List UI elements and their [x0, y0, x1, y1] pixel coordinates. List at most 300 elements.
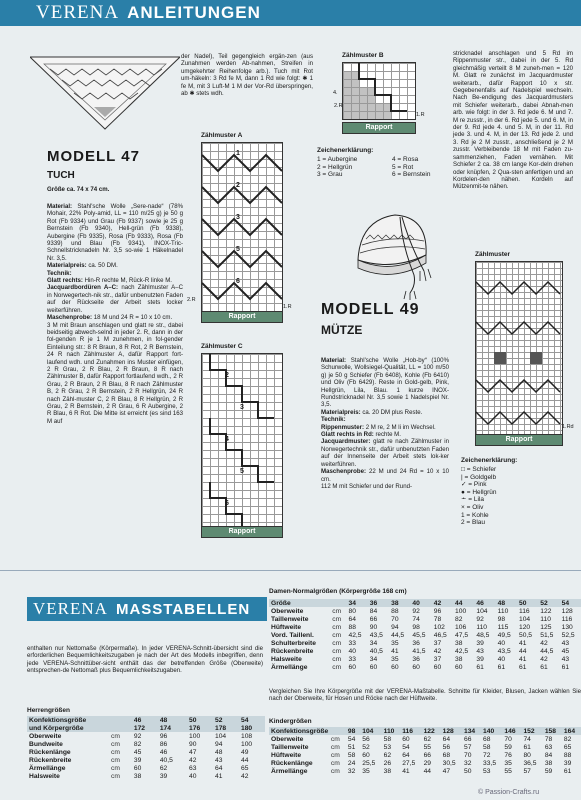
- key-item: 6 = Bernstein: [392, 171, 431, 179]
- key-item: 1 = Kohle: [461, 511, 489, 519]
- table-cell: 47,5: [455, 631, 469, 639]
- table-cell: 61: [518, 663, 527, 671]
- table-cell: 29: [423, 759, 432, 767]
- unit-cell: cm: [111, 732, 120, 740]
- table-cell: 84: [369, 607, 378, 615]
- table-cell: 60: [369, 663, 378, 671]
- key-item: ● = Hellgrün: [461, 488, 497, 496]
- table-cell: 84: [544, 751, 553, 759]
- row-label: Ärmellänge: [29, 764, 66, 772]
- table-cell: 104: [518, 615, 531, 623]
- table-header-cell: 46: [474, 599, 495, 607]
- table-cell: 130: [561, 623, 573, 631]
- table-cell: 26: [383, 759, 392, 767]
- row-label: Oberweite: [271, 735, 304, 743]
- table-cell: 110: [540, 615, 551, 623]
- table-row: [269, 647, 581, 655]
- table-cell: 66: [369, 615, 378, 623]
- table-cell: 42: [189, 756, 197, 764]
- table-row: [269, 663, 581, 671]
- row-label: Hüftweite: [271, 751, 302, 759]
- table-cell: 53: [383, 743, 392, 751]
- table-cell: 68: [442, 751, 451, 759]
- table-cell: 49,5: [497, 631, 511, 639]
- table-cell: 42,5: [348, 631, 362, 639]
- chart-a-row-label: 1.R: [283, 304, 292, 310]
- table-cell: 61: [523, 743, 531, 751]
- table-cell: 42,5: [455, 647, 469, 655]
- table-cell: 53: [483, 767, 491, 775]
- table-cell: 49: [240, 748, 249, 756]
- unit-cell: cm: [111, 764, 120, 772]
- table-cell: 98: [497, 615, 506, 623]
- key-item: 1 = Aubergine: [317, 156, 358, 163]
- table-row: [269, 639, 581, 647]
- table-cell: 41: [518, 655, 527, 663]
- table-cell: 96: [433, 607, 442, 615]
- table-cell: 45,5: [412, 631, 426, 639]
- table-cell: 54: [402, 743, 410, 751]
- table-header-cell: 176: [187, 724, 213, 732]
- table-cell: 40,5: [369, 647, 383, 655]
- table-cell: 125: [540, 623, 552, 631]
- key-item: 5 = Rot: [392, 163, 414, 171]
- table-cell: 39: [159, 772, 168, 780]
- table-cell: 104: [476, 607, 488, 615]
- table-cell: 58: [383, 735, 392, 743]
- table-cell: 48,5: [476, 631, 490, 639]
- table-cell: 128: [561, 607, 573, 615]
- unit-cell: cm: [332, 655, 342, 663]
- table-cell: 96: [159, 732, 168, 740]
- table-header-cell: 38: [389, 599, 410, 607]
- table-cell: 72: [483, 751, 491, 759]
- table-cell: 37: [433, 655, 442, 663]
- table-cell: 88: [348, 623, 356, 631]
- table-cell: 32: [463, 759, 472, 767]
- table-cell: 39: [133, 756, 142, 764]
- table-cell: 61: [540, 663, 548, 671]
- table-cell: 39: [476, 639, 484, 647]
- table-header-cell: 110: [382, 727, 401, 735]
- table-cell: 56: [442, 743, 451, 751]
- table-row: [269, 623, 581, 631]
- chart-c-number: 2: [225, 372, 229, 379]
- unit-cell: cm: [330, 735, 340, 743]
- table-cell: 38: [544, 759, 553, 767]
- table-cell: 74: [412, 615, 420, 623]
- table-cell: 33: [348, 655, 356, 663]
- table-cell: 116: [561, 615, 573, 623]
- table-cell: 62: [159, 764, 168, 772]
- table-cell: 38: [455, 655, 463, 663]
- table-cell: 58: [483, 743, 491, 751]
- table-cell: 35: [391, 655, 399, 663]
- table-cell: 62: [383, 751, 392, 759]
- herren-table: [27, 716, 265, 780]
- table-cell: 42: [240, 772, 249, 780]
- table-cell: 82: [455, 615, 463, 623]
- mass-banner: [27, 597, 267, 621]
- brand-logo: VERENA: [36, 2, 120, 23]
- table-cell: 92: [476, 615, 484, 623]
- table-cell: 110: [497, 607, 509, 615]
- table-header-cell: 174: [158, 724, 187, 732]
- table-cell: 70: [391, 615, 399, 623]
- unit-cell: cm: [111, 740, 120, 748]
- table-cell: 65: [563, 743, 572, 751]
- table-cell: 40,5: [159, 756, 173, 764]
- model-47-subtitle: TUCH: [47, 170, 75, 181]
- table-cell: 88: [563, 751, 572, 759]
- unit-cell: cm: [332, 607, 342, 615]
- chart-49-rapport: Rapport: [475, 434, 563, 446]
- table-cell: 35: [504, 759, 512, 767]
- row-label: Taillenweite: [271, 743, 309, 751]
- table-cell: 45: [561, 647, 570, 655]
- table-cell: 110: [476, 623, 488, 631]
- table-cell: 86: [159, 740, 168, 748]
- table-cell: 122: [540, 607, 552, 615]
- chart-c-number: 6: [225, 500, 229, 507]
- key-47-title: Zeichenerklärung:: [317, 147, 374, 154]
- table-cell: 43: [561, 655, 570, 663]
- table-header-cell: 54: [239, 716, 265, 724]
- table-cell: 44,5: [540, 647, 554, 655]
- table-cell: 39: [476, 655, 484, 663]
- table-cell: 61: [497, 663, 506, 671]
- shawl-illustration: [30, 55, 180, 130]
- unit-cell: cm: [332, 663, 342, 671]
- section-title: ANLEITUNGEN: [127, 3, 261, 22]
- table-header-cell: 104: [360, 727, 381, 735]
- table-cell: 68: [483, 735, 491, 743]
- table-cell: 90: [189, 740, 197, 748]
- key-item: | = Goldgelb: [461, 473, 497, 481]
- unit-cell: cm: [330, 743, 340, 751]
- table-cell: 90: [369, 623, 378, 631]
- table-cell: 43: [561, 639, 570, 647]
- table-cell: 37: [433, 639, 442, 647]
- table-cell: 64: [348, 615, 356, 623]
- chart-a-number: 2: [236, 182, 240, 189]
- section-divider: [0, 570, 581, 571]
- table-cell: 66: [423, 751, 432, 759]
- model-47-instructions: Material: Stahl'sche Wolle „Sere-nade“ (78% Mohair, 22% Poly-amid, LL = 110 m/25 g) je 50 g Rot (Fb 9334) und Grau (Fb 9337) sowie je 25 g Bernstein (Fb 9340), Hell-grün (Fb 9338), Aubergine (Fb 9335), Rosa (Fb 9333), Rosa (Fb 9339) und Blau (Fb 9341). INOX-Tric-Schnellstricknadeln Nr. 3,5 so-wie 1 Häkelnadel Nr. 3,5. Materialpreis: ca. 50 DM. Technik: Glatt rechts: Hin-R rechte M, Rück-R linke M. Jacquardbordüren A–C: nach Zählmuster A–C in Norwegertech-nik str., dafür unbenutzten Faden auf der Rückseite der Arbeit stets locker weiterführen. Maschenprobe: 18 M und 24 R = 10 x 10 cm. 3 M mit Braun anschlagen und glatt re str., dabei beidseitig abwech-selnd in jeder 2. R, dann in der fol-genden R je 1 M zunehmen, in fol-gender Einteilung str.: 8 R Braun, 8 R Rot, 2 R Bernstein, 24 R nach Zählmuster A, dafür Rapport fort-laufend wdh. und Zunahmen ins Muster einfügen, 2 R Grau, 2 R Blau, 2 R Braun, 8 R nach Zählmuster B, dafür Rapport fortlaufend wdh., 2 R Grau, 2 R Braun, 2 R Blau, 8 R nach Zählmuster B, 2 R Grau, 2 R Bernstein, 2 R Hellgrün, 24 R nach Zähl-muster C, 2 R Blau, 8 R Hellgrün, 2 R Grau, 2 R Bernstein, 2 R Grau, 6 R Aubergine, 2 R Blau, 6 R Rot. Die Mitte ist erreicht (es sind 163 M auf: [47, 203, 184, 425]
- table-header-cell: Größe: [269, 599, 346, 607]
- table-header-cell: und Körpergröße: [27, 724, 132, 732]
- mass-note: Vergleichen Sie Ihre Körpergröße mit der VERENA-Maßtabelle. Schnitte für Kleider, Blusen, Jacken wählen Sie nach der Oberweite, für Hosen und Röcke nach der Hüftweite.: [269, 688, 581, 703]
- chart-c-rapport: Rapport: [201, 526, 283, 538]
- table-cell: 94: [214, 740, 223, 748]
- row-label: Halsweite: [271, 655, 302, 663]
- table-cell: 120: [518, 623, 531, 631]
- table-cell: 62: [423, 735, 432, 743]
- key-47-col2: [392, 156, 452, 179]
- unit-cell: cm: [330, 767, 340, 775]
- table-cell: 45: [133, 748, 142, 756]
- table-cell: 30,5: [442, 759, 456, 767]
- unit-cell: cm: [332, 639, 342, 647]
- table-cell: 51: [347, 743, 356, 751]
- table-cell: 116: [518, 607, 530, 615]
- table-cell: 115: [497, 623, 509, 631]
- row-label: Ärmellänge: [271, 663, 308, 671]
- table-cell: 59: [504, 743, 512, 751]
- unit-cell: cm: [111, 748, 120, 756]
- table-cell: 92: [133, 732, 142, 740]
- table-cell: 80: [348, 607, 356, 615]
- table-cell: 61: [561, 663, 570, 671]
- table-header-cell: 52: [213, 716, 239, 724]
- table-cell: 27,5: [402, 759, 416, 767]
- table-cell: 60: [362, 751, 370, 759]
- table-cell: 78: [544, 735, 553, 743]
- unit-cell: cm: [330, 759, 340, 767]
- chart-a-number: 5: [236, 246, 240, 253]
- table-cell: 80: [523, 751, 531, 759]
- table-row: [27, 772, 265, 780]
- table-cell: 65: [240, 764, 249, 772]
- table-row: [269, 615, 581, 623]
- table-cell: 82: [133, 740, 142, 748]
- table-header-cell: 180: [239, 724, 265, 732]
- table-row: [27, 740, 265, 748]
- model-49-subtitle: MÜTZE: [321, 323, 363, 337]
- table-cell: 50: [463, 767, 472, 775]
- table-cell: 43,5: [369, 631, 383, 639]
- table-cell: 82: [563, 735, 572, 743]
- table-cell: 40: [348, 647, 356, 655]
- table-row: [269, 631, 581, 639]
- table-cell: 43: [214, 756, 223, 764]
- table-cell: 92: [412, 607, 420, 615]
- table-header-cell: 116: [400, 727, 421, 735]
- row-label: Oberweite: [271, 607, 304, 615]
- table-cell: 78: [433, 615, 442, 623]
- table-cell: 33,5: [483, 759, 497, 767]
- table-cell: 54: [347, 735, 356, 743]
- chart-a-title: Zählmuster A: [201, 132, 243, 139]
- table-header-cell: 164: [562, 727, 581, 735]
- table-row: [269, 735, 581, 743]
- mass-title: MASSTABELLEN: [115, 600, 251, 618]
- table-header-cell: 54: [560, 599, 581, 607]
- table-cell: 100: [240, 740, 253, 748]
- table-cell: 44: [240, 756, 249, 764]
- row-label: Halsweite: [29, 772, 60, 780]
- table-header-cell: 48: [158, 716, 187, 724]
- table-cell: 43,5: [497, 647, 511, 655]
- table-row: [269, 607, 581, 615]
- kinder-title: Kindergrößen: [269, 718, 312, 725]
- table-cell: 36: [412, 655, 420, 663]
- chart-49-grid: [475, 261, 563, 435]
- table-cell: 52,5: [561, 631, 575, 639]
- chart-b-title: Zählmuster B: [342, 52, 384, 59]
- chart-b-row-label: 2.R: [334, 103, 343, 109]
- table-cell: 102: [433, 623, 445, 631]
- table-cell: 64: [442, 735, 451, 743]
- table-cell: 42: [433, 647, 442, 655]
- table-cell: 60: [402, 735, 410, 743]
- chart-a-number: 1: [236, 150, 240, 157]
- model-49-title: MODELL 49: [321, 301, 420, 318]
- table-cell: 88: [391, 607, 399, 615]
- table-row: [269, 767, 581, 775]
- table-cell: 41: [391, 647, 399, 655]
- table-cell: 35: [362, 767, 370, 775]
- unit-cell: cm: [111, 772, 120, 780]
- table-cell: 41: [518, 639, 527, 647]
- chart-49-row-label: 1.Rd: [562, 424, 574, 430]
- table-cell: 35: [391, 639, 399, 647]
- table-cell: 60: [412, 663, 420, 671]
- table-cell: 38: [133, 772, 142, 780]
- key-item: 2 = Blau: [461, 519, 486, 527]
- row-label: Rückenbreite: [29, 756, 72, 764]
- table-row: [27, 764, 265, 772]
- table-header-row: [27, 716, 265, 724]
- key-47-col1: [317, 156, 377, 179]
- table-cell: 25,5: [362, 759, 376, 767]
- row-label: Hüftweite: [271, 623, 302, 631]
- key-item: 2 = Hellgrün: [317, 163, 353, 171]
- table-header-cell: 128: [441, 727, 462, 735]
- table-row: [269, 759, 581, 767]
- chart-b-grid: [342, 62, 416, 120]
- key-item: ✓ = Pink: [461, 481, 487, 489]
- unit-cell: cm: [332, 631, 342, 639]
- herren-title: Herrengrößen: [27, 707, 70, 714]
- table-row: [269, 655, 581, 663]
- table-cell: 64: [214, 764, 223, 772]
- table-cell: 59: [544, 767, 553, 775]
- table-cell: 61: [563, 767, 572, 775]
- table-cell: 41: [402, 767, 410, 775]
- table-row: [269, 751, 581, 759]
- table-header-cell: 48: [496, 599, 517, 607]
- table-cell: 40: [497, 655, 506, 663]
- mass-brand-logo: VERENA: [33, 599, 108, 618]
- row-label: Rückenbreite: [271, 647, 314, 655]
- table-header-cell: 134: [462, 727, 481, 735]
- row-label: Schulterbreite: [271, 639, 316, 647]
- table-cell: 108: [240, 732, 253, 740]
- table-cell: 64: [402, 751, 410, 759]
- table-cell: 57: [523, 767, 531, 775]
- chart-a-number: 3: [236, 214, 240, 221]
- table-cell: 44,5: [391, 631, 405, 639]
- chart-c-title: Zählmuster C: [201, 343, 243, 350]
- table-cell: 51,5: [540, 631, 554, 639]
- row-label: Ärmellänge: [271, 767, 308, 775]
- table-cell: 41: [214, 772, 223, 780]
- table-header-cell: 158: [543, 727, 562, 735]
- key-49-title: Zeichenerklärung:: [461, 457, 518, 464]
- table-cell: 61: [476, 663, 484, 671]
- table-cell: 100: [455, 607, 467, 615]
- table-cell: 32: [347, 767, 356, 775]
- row-label: Rückenlänge: [29, 748, 71, 756]
- table-cell: 34: [369, 639, 378, 647]
- watermark: © Passion-Crafts.ru: [478, 789, 540, 796]
- model-47-title: MODELL 47: [47, 148, 140, 165]
- table-header-cell: Konfektionsgröße: [269, 727, 346, 735]
- table-cell: 70: [463, 751, 472, 759]
- table-cell: 42: [540, 639, 548, 647]
- table-cell: 63: [189, 764, 197, 772]
- table-cell: 44: [518, 647, 527, 655]
- table-header-cell: 50: [517, 599, 538, 607]
- unit-cell: cm: [332, 623, 342, 631]
- mass-intro: enthalten nur Nettomaße (Körpermaße). In jeder VERENA-Schnitt-übersicht sind die erforderlichen Bequemlichkeitszugaben je nach der Art des Modells inbegriffen, denn jede VERENA-Schnittüber-sicht enthält das der betreffenden Größe (Oberweite) entsprechen-de Nettomaß plus Bequemlichkeitszugaben.: [27, 645, 263, 675]
- damen-table: [269, 599, 581, 671]
- table-cell: 50,5: [518, 631, 532, 639]
- table-row: [27, 756, 265, 764]
- row-label: Rückenlänge: [271, 759, 313, 767]
- key-item: 4 = Rosa: [392, 156, 419, 163]
- table-cell: 24: [347, 759, 356, 767]
- table-header-cell: 52: [538, 599, 559, 607]
- table-header-cell: 172: [132, 724, 158, 732]
- row-label: Oberweite: [29, 732, 62, 740]
- chart-b-row-label: 4.: [333, 90, 338, 96]
- table-cell: 60: [391, 663, 399, 671]
- damen-title: Damen-Normalgrößen (Körpergröße 168 cm): [269, 588, 407, 595]
- hat-illustration: [340, 205, 440, 300]
- row-label: Bundweite: [29, 740, 63, 748]
- table-header-cell: 34: [346, 599, 367, 607]
- table-header-cell: 152: [521, 727, 542, 735]
- table-header-cell: Konfektionsgröße: [27, 716, 132, 724]
- chart-49-title: Zählmuster: [475, 251, 511, 258]
- table-cell: 60: [433, 663, 442, 671]
- table-header-cell: 98: [346, 727, 360, 735]
- table-header-cell: 122: [422, 727, 441, 735]
- table-row: [27, 748, 265, 756]
- row-label: Vord. Taillenl.: [271, 631, 314, 639]
- table-header-cell: 140: [481, 727, 502, 735]
- unit-cell: cm: [332, 647, 342, 655]
- table-cell: 38: [455, 639, 463, 647]
- table-cell: 57: [463, 743, 472, 751]
- table-cell: 41,5: [412, 647, 426, 655]
- table-header-cell: 46: [132, 716, 158, 724]
- table-cell: 46,5: [433, 631, 447, 639]
- table-header-cell: 146: [502, 727, 521, 735]
- chart-c-number: 4: [225, 436, 229, 443]
- table-cell: 55: [423, 743, 432, 751]
- table-cell: 100: [189, 732, 201, 740]
- table-cell: 70: [504, 735, 512, 743]
- table-cell: 104: [214, 732, 227, 740]
- header-banner: [0, 0, 581, 26]
- table-header-cell: 42: [432, 599, 453, 607]
- model-47-size: Größe ca. 74 x 74 cm.: [47, 186, 110, 193]
- table-cell: 76: [504, 751, 512, 759]
- row-label: Taillenweite: [271, 615, 309, 623]
- table-cell: 40: [497, 639, 506, 647]
- key-item: 3 = Grau: [317, 171, 343, 179]
- key-49-list: [461, 466, 551, 527]
- table-cell: 52: [362, 743, 370, 751]
- key-item: □ = Schiefer: [461, 466, 497, 473]
- table-cell: 47: [189, 748, 197, 756]
- chart-c-number: 5: [240, 468, 244, 475]
- table-header-cell: 50: [187, 716, 213, 724]
- table-cell: 34: [369, 655, 378, 663]
